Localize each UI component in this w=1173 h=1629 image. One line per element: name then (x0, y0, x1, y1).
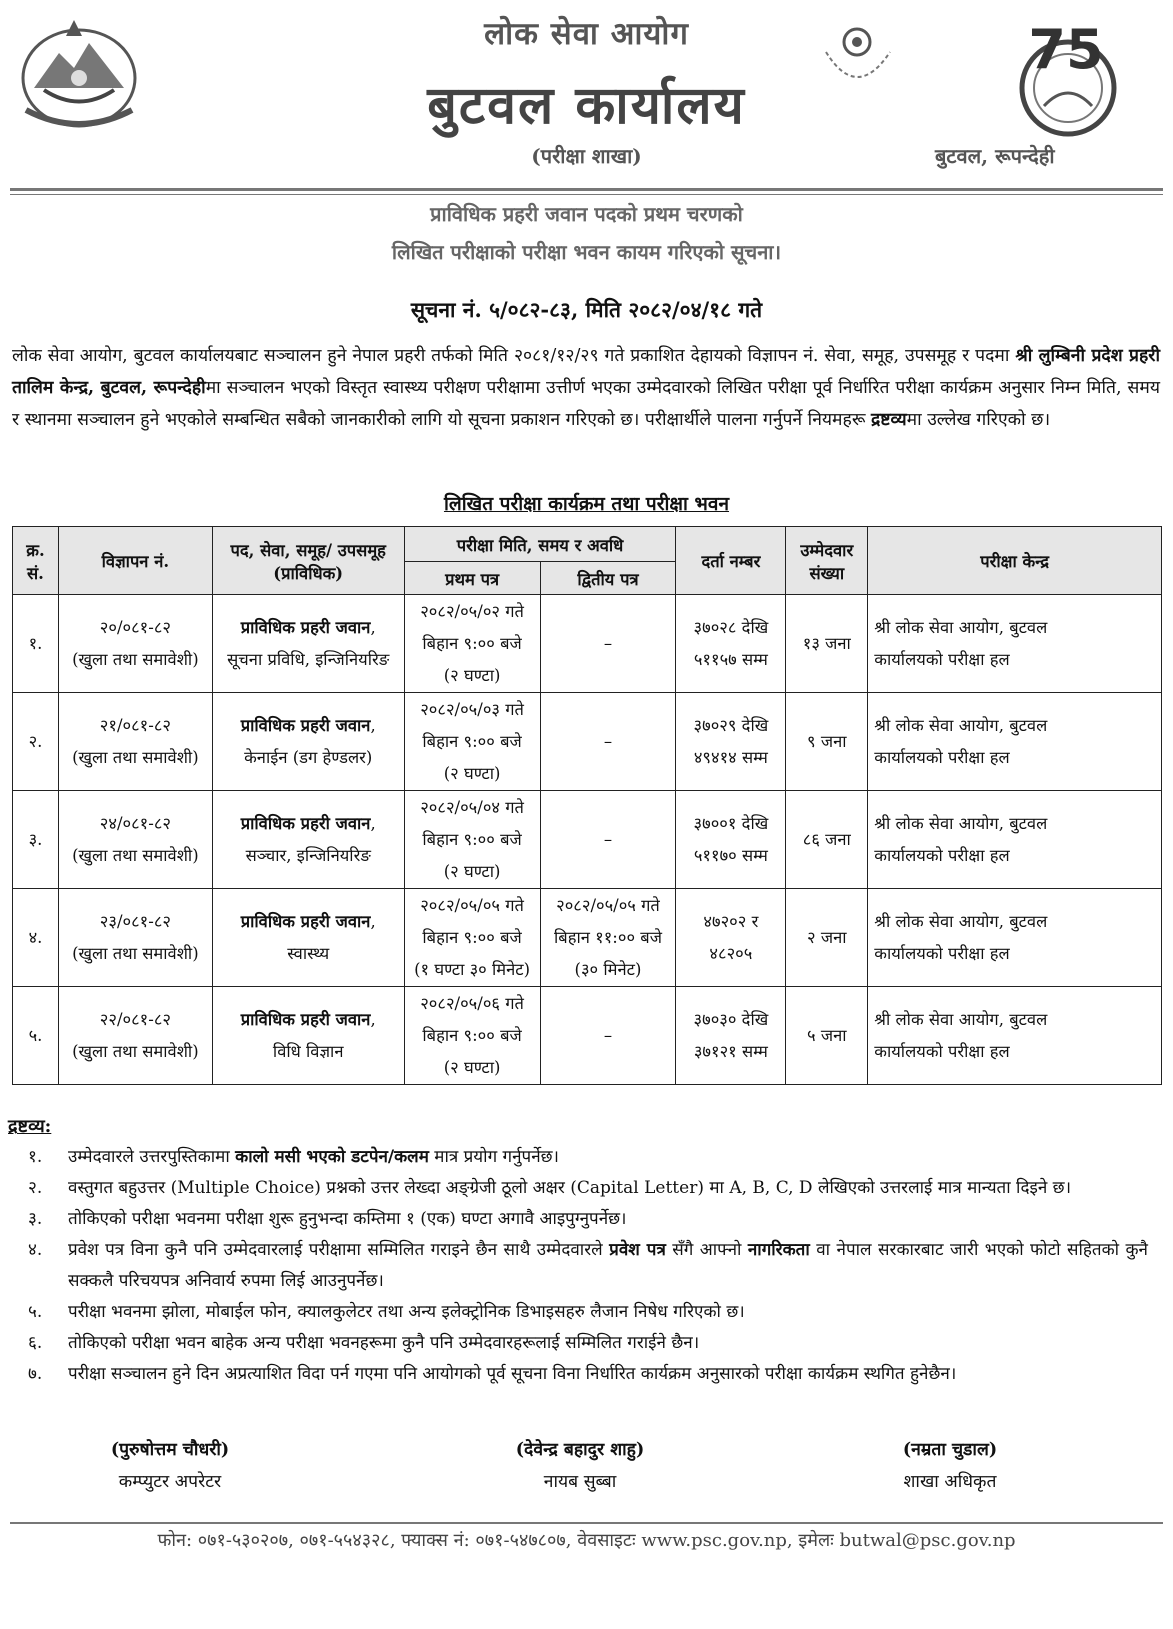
cell-ad (58, 791, 212, 889)
subject-line-2: लिखित परीक्षाको परीक्षा भवन कायम गरिएको सूचना। (391, 240, 782, 264)
note-text-2: सँगै आफ्नो (665, 1240, 748, 1260)
note-number: ६. (28, 1333, 43, 1353)
intro-text-2: मा सञ्चालन भएको विस्तृत स्वास्थ्य परीक्षण परीक्षामा उत्तीर्ण भएका उम्मेदवारको लिखित परीक्षा पूर्व निर्धारित परीक्षा कार्यक्रम अनुसार निम्न मिति, समय र स्थानमा सञ्चालन हुने भएकोले सम्बन्धित सबैको जानकारीको लागि यो सूचना प्रकाशन गरिएको छ। परीक्षार्थीले पालना गर्नुपर्ने नियमहरू (12, 378, 1160, 430)
ad-type: (खुला तथा समावेशी) (72, 747, 199, 767)
roll-from: ३७०३० देखि (693, 1009, 769, 1029)
cell-count: ९ जना (786, 693, 868, 791)
subject-line-1: प्राविधिक प्रहरी जवान पदको प्रथम चरणको (430, 202, 743, 226)
note-item (28, 1235, 1148, 1297)
notes-title: द्रष्टव्य: (8, 1116, 52, 1137)
office-stamp-logo (810, 22, 905, 94)
note-text: परीक्षा सञ्चालन हुने दिन अप्रत्याशित विदा पर्न गएमा पनि आयोगको पूर्व सूचना विना निर्धारित कार्यक्रम अनुसारको परीक्षा कार्यक्रम स्थगित हुनेछैन। (68, 1364, 957, 1384)
cell-post (212, 987, 404, 1085)
roll-from: ३७००१ देखि (693, 813, 769, 833)
office-name: बुटवल कार्यालय (427, 75, 746, 136)
signature-block-2 (410, 1434, 750, 1498)
center-line-1: श्री लोक सेवा आयोग, बुटवल (874, 617, 1048, 637)
cell-post (212, 693, 404, 791)
intro-paragraph (12, 340, 1160, 436)
cell-ad (58, 693, 212, 791)
signature-block-3 (780, 1434, 1120, 1498)
header-center: परीक्षा केन्द्र (868, 527, 1162, 595)
roll-to: ३७१२१ सम्म (693, 1041, 768, 1061)
ad-number: २२/०८१-८२ (99, 1009, 171, 1029)
cell-sn: २. (13, 693, 59, 791)
paper1-date: २०८२/०५/०४ गते (420, 797, 524, 817)
cell-sn: ४. (13, 889, 59, 987)
center-line-1: श्री लोक सेवा आयोग, बुटवल (874, 813, 1048, 833)
cell-center (868, 889, 1162, 987)
paper1-duration: (२ घण्टा) (443, 1057, 501, 1077)
ad-type: (खुला तथा समावेशी) (72, 649, 199, 669)
note-text: उम्मेदवारले उत्तरपुस्तिकामा (68, 1147, 236, 1167)
note-number: ७. (28, 1364, 43, 1384)
paper1-time: बिहान ९:०० बजे (422, 829, 522, 849)
ad-number: २३/०८१-८२ (99, 911, 171, 931)
post-group: सञ्चार, इन्जिनियरिङ (245, 845, 371, 865)
roll-to: ५११५७ सम्म (693, 649, 768, 669)
intro-text-1: लोक सेवा आयोग, बुटवल कार्यालयबाट सञ्चालन हुने नेपाल प्रहरी तर्फको मिति २०८१/१२/२९ गते प्रकाशित देहायको विज्ञापन नं. सेवा, समूह, उपसमूह र पदमा (12, 346, 1016, 366)
paper2-date: – (603, 633, 613, 653)
anniversary-number: 75 (1028, 18, 1104, 81)
signature-name: (नम्रता चुडाल) (902, 1440, 998, 1460)
note-body (68, 1235, 1148, 1297)
paper1-time: बिहान ९:०० बजे (422, 1025, 522, 1045)
ad-type: (खुला तथा समावेशी) (72, 943, 199, 963)
footer-divider (10, 1522, 1163, 1524)
cell-paper-2 (540, 987, 676, 1085)
header-post-2: (प्राविधिक) (273, 563, 344, 583)
table-row (13, 791, 1162, 889)
roll-from: ३७०२९ देखि (693, 715, 769, 735)
post-separator: , (370, 911, 376, 931)
post-title: प्राविधिक प्रहरी जवान (240, 1009, 371, 1029)
paper2-date: – (603, 829, 613, 849)
cell-paper-1 (404, 595, 540, 693)
roll-to: ४८२०५ (709, 943, 753, 963)
signature-name: (देवेन्द्र बहादुर शाहु) (515, 1440, 645, 1460)
header-divider (10, 188, 1163, 191)
note-text: प्रवेश पत्र विना कुनै पनि उम्मेदवारलाई परीक्षामा सम्मिलित गराइने छैन साथै उम्मेदवारले (68, 1240, 610, 1260)
cell-sn: ३. (13, 791, 59, 889)
header-post (212, 527, 404, 595)
note-body (68, 1328, 1148, 1359)
note-item (28, 1204, 1148, 1235)
paper1-date: २०८२/०५/०२ गते (420, 601, 524, 621)
center-line-2: कार्यालयको परीक्षा हल (874, 943, 1010, 963)
center-line-2: कार्यालयको परीक्षा हल (874, 1041, 1010, 1061)
roll-from: ३७०२८ देखि (693, 617, 769, 637)
header-paper-2: द्वितीय पत्र (540, 562, 676, 595)
cell-count: ५ जना (786, 987, 868, 1085)
paper1-time: बिहान ९:०० बजे (422, 927, 522, 947)
notice-number: सूचना नं. ५/०८२-८३, मिति २०८२/०४/१८ गते (410, 297, 763, 322)
roll-from: ४७२०२ र (703, 911, 759, 931)
note-number: ४. (28, 1240, 43, 1260)
cell-paper-2 (540, 693, 676, 791)
header-cand-1: उम्मेदवार (800, 540, 854, 560)
header-sn-1: क्र. (26, 540, 45, 560)
paper1-duration: (२ घण्टा) (443, 763, 501, 783)
note-text: तोकिएको परीक्षा भवन बाहेक अन्य परीक्षा भवनहरूमा कुनै पनि उम्मेदवारहरूलाई सम्मिलित गराईने छैन। (68, 1333, 700, 1353)
ad-number: २०/०८१-८२ (99, 617, 171, 637)
note-body (68, 1297, 1148, 1328)
signature-designation: शाखा अधिकृत (903, 1472, 997, 1492)
paper1-time: बिहान ९:०० बजे (422, 731, 522, 751)
paper1-duration: (१ घण्टा ३० मिनेट) (414, 959, 531, 979)
ad-number: २१/०८१-८२ (99, 715, 171, 735)
note-item (28, 1142, 1148, 1173)
note-text-3: वा नेपाल सरकारबाट जारी भएको फोटो सहितको कुनै सक्कलै परिचयपत्र अनिवार्य रुपमा लिई आउनुपर्नेछ। (68, 1240, 1148, 1291)
table-row (13, 987, 1162, 1085)
center-line-2: कार्यालयको परीक्षा हल (874, 649, 1010, 669)
cell-post (212, 791, 404, 889)
note-body (68, 1173, 1148, 1204)
note-text: वस्तुगत बहुउत्तर (Multiple Choice) प्रश्नको उत्तर लेख्दा अङ्ग्रेजी ठूलो अक्षर (Capital Letter) मा A, B, C, D लेखिएको उत्तरलाई मात्र मान्यता दिइने छ। (68, 1178, 1072, 1198)
paper1-date: २०८२/०५/०५ गते (420, 895, 524, 915)
paper1-time: बिहान ९:०० बजे (422, 633, 522, 653)
paper2-time: बिहान ११:०० बजे (554, 927, 662, 947)
intro-bold-note: द्रष्टव्य (870, 410, 907, 430)
header-sn (13, 527, 59, 595)
roll-to: ५११७० सम्म (693, 845, 768, 865)
cell-post (212, 595, 404, 693)
note-item (28, 1359, 1148, 1390)
center-line-2: कार्यालयको परीक्षा हल (874, 845, 1010, 865)
section-name: (परीक्षा शाखा) (531, 144, 642, 168)
center-line-1: श्री लोक सेवा आयोग, बुटवल (874, 715, 1048, 735)
note-item (28, 1173, 1148, 1204)
cell-roll (676, 791, 786, 889)
signature-block-1 (0, 1434, 340, 1498)
paper2-date: २०८२/०५/०५ गते (556, 895, 660, 915)
center-line-1: श्री लोक सेवा आयोग, बुटवल (874, 1009, 1048, 1029)
signature-designation: कम्प्युटर अपरेटर (118, 1472, 222, 1492)
cell-center (868, 595, 1162, 693)
post-group: केनाईन (डग हेण्डलर) (244, 747, 373, 767)
cell-sn: १. (13, 595, 59, 693)
cell-count: १३ जना (786, 595, 868, 693)
note-number: १. (28, 1147, 43, 1167)
cell-ad (58, 889, 212, 987)
header-sn-2: सं. (27, 563, 44, 583)
post-separator: , (370, 715, 376, 735)
cell-count: २ जना (786, 889, 868, 987)
cell-ad (58, 987, 212, 1085)
notes-list (28, 1142, 1148, 1390)
intro-text-3: मा उल्लेख गरिएको छ। (906, 410, 1051, 430)
header-cand-2: संख्या (809, 563, 845, 583)
cell-paper-1 (404, 693, 540, 791)
paper2-date: – (603, 1025, 613, 1045)
note-number: ३. (28, 1209, 43, 1229)
table-row (13, 595, 1162, 693)
note-text-2: मात्र प्रयोग गर्नुपर्नेछ। (428, 1147, 560, 1167)
cell-center (868, 987, 1162, 1085)
post-title: प्राविधिक प्रहरी जवान (240, 715, 371, 735)
header-candidates (786, 527, 868, 595)
cell-count: ८६ जना (786, 791, 868, 889)
header-post-1: पद, सेवा, समूह/ उपसमूह (230, 540, 386, 560)
note-item (28, 1328, 1148, 1359)
note-body (68, 1204, 1148, 1235)
anniversary-75-logo (1010, 10, 1122, 140)
cell-sn: ५. (13, 987, 59, 1085)
cell-center (868, 791, 1162, 889)
center-line-2: कार्यालयको परीक्षा हल (874, 747, 1010, 767)
cell-roll (676, 595, 786, 693)
exam-schedule-table (12, 526, 1162, 1085)
note-text: तोकिएको परीक्षा भवनमा परीक्षा शुरू हुनुभन्दा कम्तिमा १ (एक) घण्टा अगावै आइपुग्नुपर्नेछ। (68, 1209, 627, 1229)
cell-paper-1 (404, 987, 540, 1085)
ad-type: (खुला तथा समावेशी) (72, 845, 199, 865)
header-roll: दर्ता नम्बर (676, 527, 786, 595)
note-body (68, 1142, 1148, 1173)
center-line-1: श्री लोक सेवा आयोग, बुटवल (874, 911, 1048, 931)
post-title: प्राविधिक प्रहरी जवान (240, 617, 371, 637)
ad-number: २४/०८१-८२ (99, 813, 171, 833)
post-separator: , (370, 813, 376, 833)
paper1-date: २०८२/०५/०६ गते (420, 993, 524, 1013)
note-bold-2: नागरिकता (747, 1240, 810, 1260)
cell-paper-1 (404, 889, 540, 987)
paper1-duration: (२ घण्टा) (443, 665, 501, 685)
cell-roll (676, 889, 786, 987)
post-group: स्वास्थ्य (287, 943, 330, 963)
cell-paper-1 (404, 791, 540, 889)
cell-paper-2 (540, 889, 676, 987)
note-number: ५. (28, 1302, 43, 1322)
note-bold: प्रवेश पत्र (609, 1240, 666, 1260)
header-divider-thin (10, 194, 1163, 195)
note-text: परीक्षा भवनमा झोला, मोबाईल फोन, क्यालकुलेटर तथा अन्य इलेक्ट्रोनिक डिभाइसहरु लैजान निषेध गरिएको छ। (68, 1302, 745, 1322)
paper1-duration: (२ घण्टा) (443, 861, 501, 881)
post-separator: , (370, 617, 376, 637)
cell-ad (58, 595, 212, 693)
post-title: प्राविधिक प्रहरी जवान (240, 813, 371, 833)
cell-roll (676, 693, 786, 791)
cell-post (212, 889, 404, 987)
post-title: प्राविधिक प्रहरी जवान (240, 911, 371, 931)
note-body (68, 1359, 1148, 1390)
paper2-date: – (603, 731, 613, 751)
intro-bold-venue: श्री लुम्बिनी प्रदेश प्रहरी तालिम केन्द्र, बुटवल, रूपन्देही (12, 346, 1160, 398)
table-row (13, 889, 1162, 987)
cell-paper-2 (540, 595, 676, 693)
footer-contact: फोन: ०७१-५३०२०७, ०७१-५५४३२८, फ्याक्स नं: ०७१-५४७८०७, वेवसाइटः www.psc.gov.np, इमेलः butwal@psc.gov.np (157, 1530, 1016, 1551)
organization-name: लोक सेवा आयोग (484, 16, 689, 52)
header-paper-1: प्रथम पत्र (404, 562, 540, 595)
cell-center (868, 693, 1162, 791)
signature-name: (पुरुषोत्तम चौधरी) (110, 1440, 230, 1460)
post-separator: , (370, 1009, 376, 1029)
post-group: विधि विज्ञान (272, 1041, 344, 1061)
paper2-duration: (३० मिनेट) (574, 959, 642, 979)
roll-to: ४९४१४ सम्म (693, 747, 768, 767)
note-number: २. (28, 1178, 43, 1198)
post-group: सूचना प्रविधि, इन्जिनियरिङ (227, 649, 390, 669)
ad-type: (खुला तथा समावेशी) (72, 1041, 199, 1061)
signature-designation: नायब सुब्बा (543, 1472, 617, 1492)
table-row (13, 693, 1162, 791)
header-exam-date: परीक्षा मिति, समय र अवधि (404, 527, 676, 562)
office-location: बुटवल, रूपन्देही (935, 144, 1055, 168)
table-caption: लिखित परीक्षा कार्यक्रम तथा परीक्षा भवन (443, 493, 730, 515)
cell-paper-2 (540, 791, 676, 889)
note-bold: कालो मसी भएको डटपेन/कलम (235, 1147, 429, 1167)
note-item (28, 1297, 1148, 1328)
header-ad: विज्ञापन नं. (58, 527, 212, 595)
cell-roll (676, 987, 786, 1085)
paper1-date: २०८२/०५/०३ गते (420, 699, 524, 719)
